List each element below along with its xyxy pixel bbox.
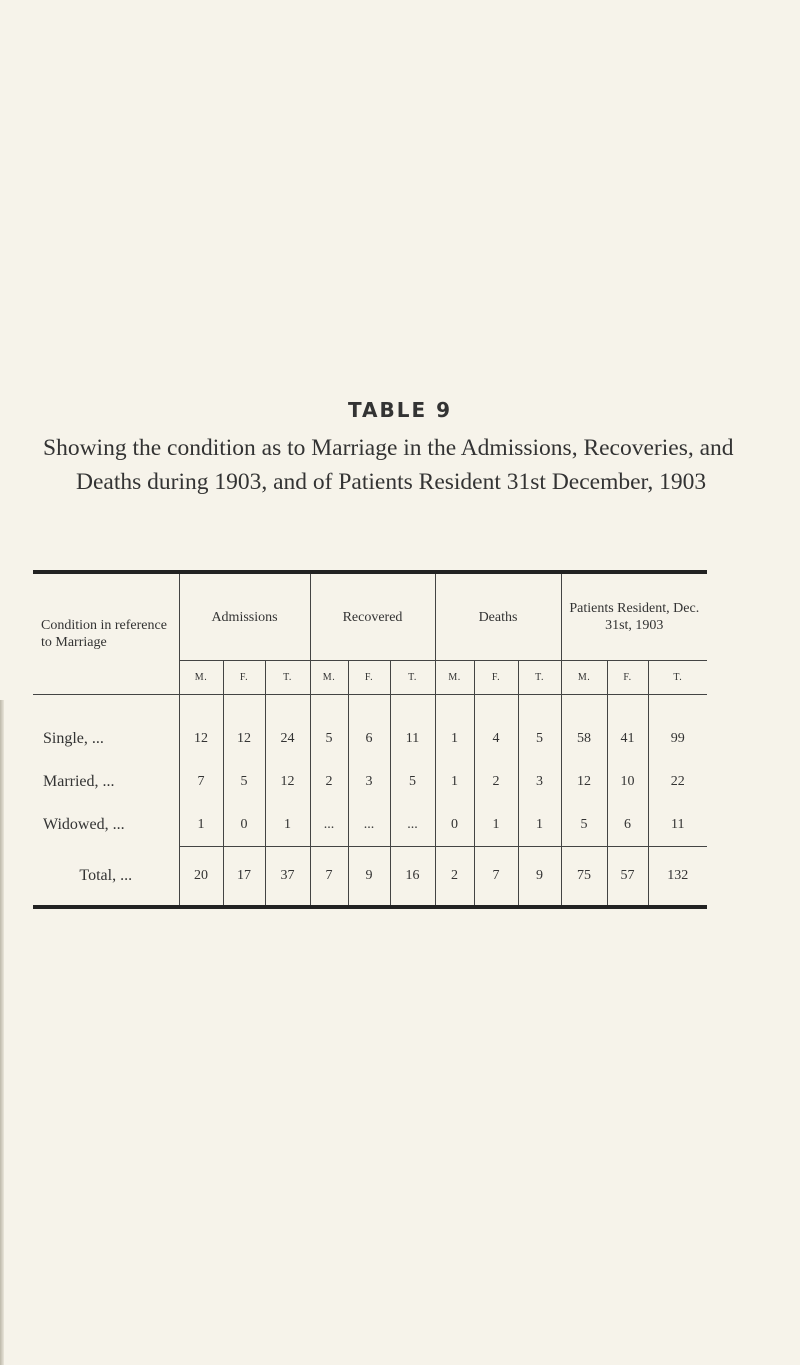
table-cell: 9 xyxy=(518,847,561,908)
table-cell: 1 xyxy=(518,803,561,847)
page-edge-shadow xyxy=(0,700,4,1365)
table-cell: 2 xyxy=(474,760,518,803)
marriage-condition-table xyxy=(33,570,707,909)
patients-resident-header: Patients Resident, Dec. 31st, 1903 xyxy=(561,572,707,661)
table-row-widowed xyxy=(33,803,707,847)
table-cell: 12 xyxy=(265,760,310,803)
table-cell: ... xyxy=(390,803,435,847)
table-row-total xyxy=(33,847,707,908)
table-cell: 24 xyxy=(265,695,310,761)
recovered-total-header: T. xyxy=(390,661,435,695)
row-label: Single, ... xyxy=(33,695,179,761)
admissions-header: Admissions xyxy=(179,572,310,661)
table-cell: 20 xyxy=(179,847,223,908)
table-cell: 1 xyxy=(265,803,310,847)
table-cell: 7 xyxy=(474,847,518,908)
recovered-male-header: M. xyxy=(310,661,348,695)
table-cell: 12 xyxy=(561,760,607,803)
table-cell: 99 xyxy=(670,730,685,746)
table-cell: 57 xyxy=(607,847,648,908)
table-cell: 22 xyxy=(670,773,685,789)
table-cell: 9 xyxy=(348,847,390,908)
table-cell: 5 xyxy=(223,760,265,803)
resident-female-header: F. xyxy=(607,661,648,695)
table-cell: 41 xyxy=(607,695,648,761)
table-cell: 0 xyxy=(223,803,265,847)
recovered-header: Recovered xyxy=(310,572,435,661)
table-cell: 2 xyxy=(435,847,474,908)
table-cell: 75 xyxy=(561,847,607,908)
table-cell: 5 xyxy=(561,803,607,847)
deaths-header: Deaths xyxy=(435,572,561,661)
table-cell: ... xyxy=(310,803,348,847)
table-cell: 1 xyxy=(474,803,518,847)
table-row-married xyxy=(33,760,707,803)
table-cell: 16 xyxy=(390,847,435,908)
admissions-male-header: M. xyxy=(179,661,223,695)
table-cell: 1 xyxy=(179,803,223,847)
row-label: Married, ... xyxy=(33,760,179,803)
table-cell: 2 xyxy=(310,760,348,803)
table-cell: 3 xyxy=(518,760,561,803)
table-cell: 5 xyxy=(518,695,561,761)
table-cell: 17 xyxy=(223,847,265,908)
table-cell: 12 xyxy=(223,695,265,761)
table-cell: 58 xyxy=(561,695,607,761)
table-cell: 0 xyxy=(435,803,474,847)
table-title: TABLE 9 xyxy=(347,398,453,422)
table-cell: 6 xyxy=(348,695,390,761)
admissions-female-header: F. xyxy=(223,661,265,695)
condition-header: Condition in reference to Marriage xyxy=(33,572,179,695)
table-cell: 5 xyxy=(310,695,348,761)
deaths-female-header: F. xyxy=(474,661,518,695)
recovered-female-header: F. xyxy=(348,661,390,695)
deaths-male-header: M. xyxy=(435,661,474,695)
table-cell: 12 xyxy=(179,695,223,761)
resident-total-header: T. xyxy=(648,661,707,695)
row-label: Total, ... xyxy=(33,847,179,908)
row-label: Widowed, ... xyxy=(33,803,179,847)
table-cell: 10 xyxy=(607,760,648,803)
table-cell: 7 xyxy=(310,847,348,908)
table-cell: 1 xyxy=(435,760,474,803)
table-cell: 132 xyxy=(648,847,707,908)
admissions-total-header: T. xyxy=(265,661,310,695)
resident-male-header: M. xyxy=(561,661,607,695)
table-cell: ... xyxy=(348,803,390,847)
table-cell: 6 xyxy=(607,803,648,847)
table-cell: 1 xyxy=(435,695,474,761)
deaths-total-header: T. xyxy=(518,661,561,695)
table-cell: 5 xyxy=(390,760,435,803)
table-cell: 7 xyxy=(179,760,223,803)
table-caption: Showing the condition as to Marriage in the Admissions, Recoveries, and Deaths during 1903, and of Patients Resident 31st December, 1903 xyxy=(43,435,734,495)
table-row-single xyxy=(33,695,707,761)
table-cell: 3 xyxy=(348,760,390,803)
table-cell: 11 xyxy=(390,695,435,761)
table-cell: 4 xyxy=(474,695,518,761)
table-cell: 11 xyxy=(671,816,685,832)
table-cell: 37 xyxy=(265,847,310,908)
